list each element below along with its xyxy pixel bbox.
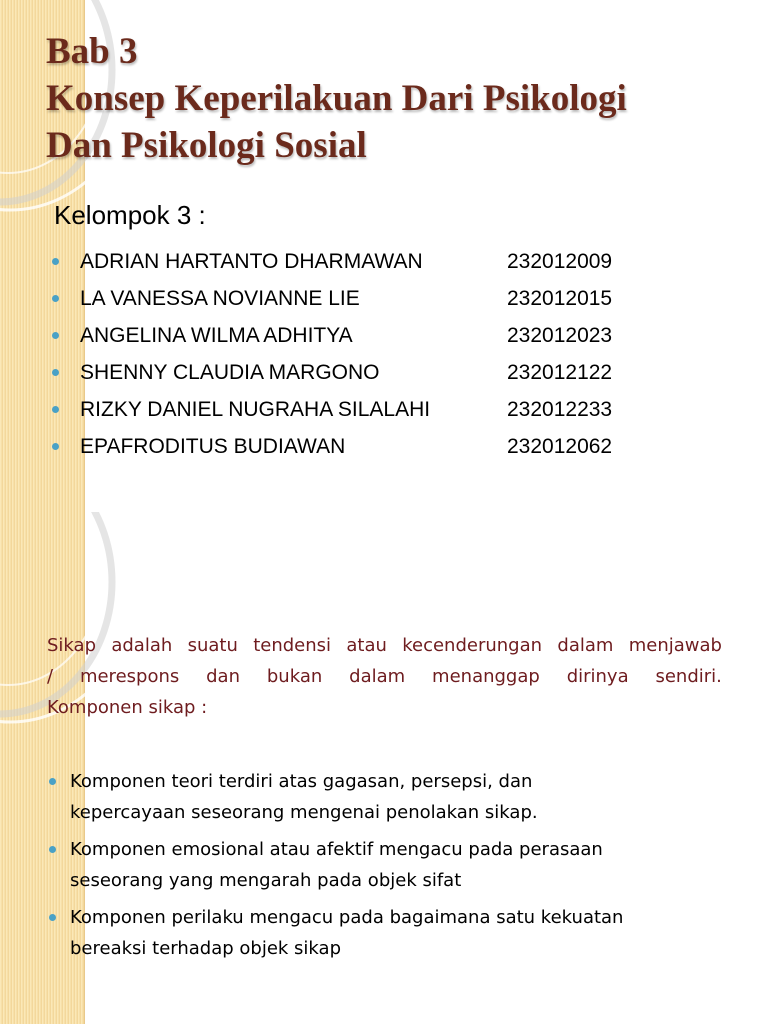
bullet-icon: [49, 914, 56, 921]
member-name: RIZKY DANIEL NUGRAHA SILALAHI: [80, 398, 431, 421]
bullet-icon: [49, 778, 56, 785]
component-item: [46, 766, 736, 828]
title-line: Bab 3: [46, 31, 138, 72]
bullet-icon: [52, 406, 59, 413]
member-item: [50, 246, 750, 283]
bullet-icon: [52, 332, 59, 339]
word: atau: [346, 635, 387, 656]
group-heading: Kelompok 3 :: [54, 200, 206, 230]
component-line: bereaksi terhadap objek sikap: [70, 938, 341, 959]
word: sendiri.: [655, 666, 722, 687]
word: dirinya: [566, 666, 629, 687]
word: tendensi: [253, 635, 332, 656]
bullet-icon: [52, 443, 59, 450]
member-item: [50, 394, 750, 431]
member-id: 232012009: [507, 250, 613, 273]
member-id: 232012233: [507, 398, 613, 421]
bullet-icon: [52, 295, 59, 302]
title-line: Konsep Keperilakuan Dari Psikologi: [46, 78, 627, 119]
paragraph-line: [47, 661, 722, 692]
member-list: [50, 246, 750, 468]
component-line: kepercayaan seseorang mengenai penolakan sikap.: [70, 802, 538, 823]
component-line: Komponen emosional atau afektif mengacu pada perasaan: [70, 839, 603, 860]
component-item: [46, 834, 736, 896]
word: Sikap: [47, 635, 96, 656]
bullet-icon: [52, 258, 59, 265]
bullet-icon: [52, 369, 59, 376]
sikap-definition: [47, 630, 722, 723]
word: menanggap: [432, 666, 540, 687]
component-list: [46, 766, 736, 970]
member-id: 232012023: [507, 324, 613, 347]
paragraph-line: [47, 692, 722, 723]
title-line: Dan Psikologi Sosial: [46, 125, 367, 166]
komponen-sikap-label: Komponen sikap :: [47, 697, 208, 718]
word: menjawab: [628, 635, 722, 656]
word: dalam: [557, 635, 614, 656]
word: bukan: [266, 666, 323, 687]
component-line: seseorang yang mengarah pada objek sifat: [70, 870, 462, 891]
word: merespons: [79, 666, 180, 687]
member-name: SHENNY CLAUDIA MARGONO: [80, 361, 380, 384]
member-name: ADRIAN HARTANTO DHARMAWAN: [80, 250, 423, 273]
member-name: LA VANESSA NOVIANNE LIE: [80, 287, 360, 310]
member-name: EPAFRODITUS BUDIAWAN: [80, 435, 346, 458]
slide-title: [46, 28, 746, 169]
component-item: [46, 902, 736, 964]
member-id: 232012062: [507, 435, 613, 458]
member-item: [50, 320, 750, 357]
component-line: Komponen perilaku mengacu pada bagaimana satu kekuatan: [70, 907, 624, 928]
word: /: [47, 666, 54, 687]
member-id: 232012122: [507, 361, 613, 384]
member-id: 232012015: [507, 287, 613, 310]
word: dalam: [349, 666, 406, 687]
component-line: Komponen teori terdiri atas gagasan, persepsi, dan: [70, 771, 533, 792]
bullet-icon: [49, 846, 56, 853]
member-item: [50, 283, 750, 320]
word: adalah: [111, 635, 173, 656]
word: kecenderungan: [402, 635, 543, 656]
member-name: ANGELINA WILMA ADHITYA: [80, 324, 353, 347]
word: suatu: [187, 635, 238, 656]
paragraph-line: [47, 630, 722, 661]
word: dan: [206, 666, 240, 687]
member-item: [50, 357, 750, 394]
member-item: [50, 431, 750, 468]
